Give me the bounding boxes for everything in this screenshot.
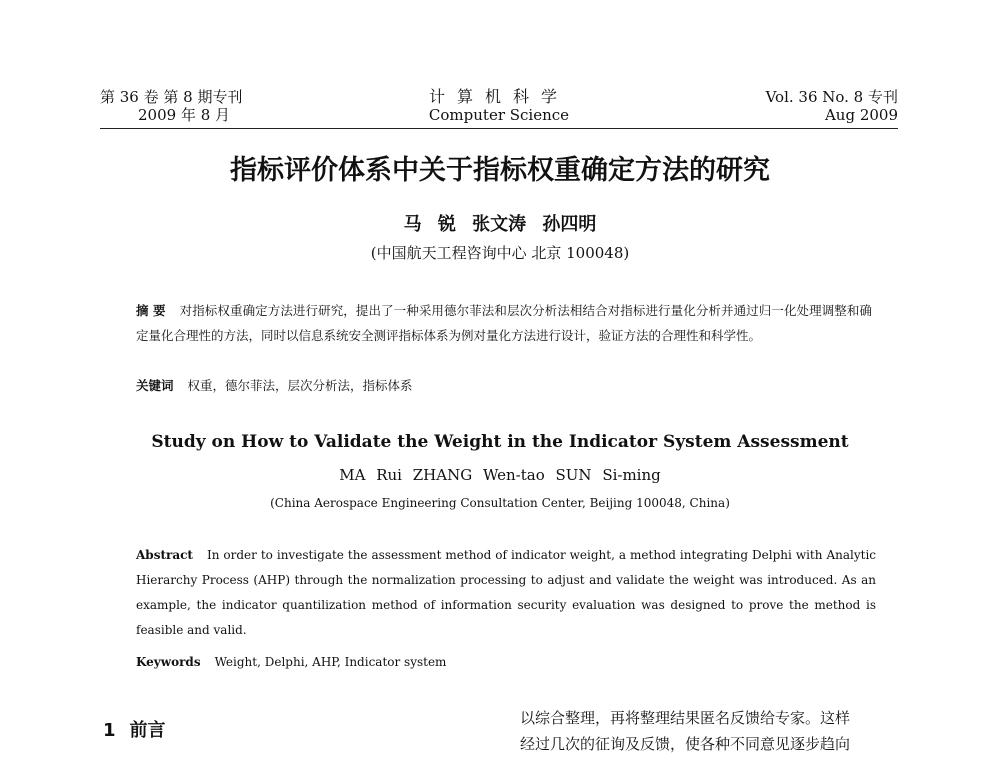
paper-title-cn: 指标评价体系中关于指标权重确定方法的研究 [230, 155, 770, 186]
keywords-en [136, 650, 876, 675]
authors-en: MA Rui ZHANG Wen-tao SUN Si-ming [339, 466, 661, 484]
abstract-cn [136, 298, 872, 348]
keywords-cn [136, 373, 872, 398]
abstract-cn-text: 对指标权重确定方法进行研究，提出了一种采用德尔菲法和层次分析法相结合对指标进行量化分析并通过归一化处理调整和确定量化合理性的方法，同时以信息系统安全测评指标体系为例对量化方法进行设计，验证方法的合理性和科学性。 [136, 303, 872, 343]
keywords-en-label: Keywords [136, 655, 201, 669]
section-title: 前言 [129, 720, 166, 741]
keywords-en-text: Weight, Delphi, AHP, Indicator system [214, 655, 447, 669]
header-date-en: Aug 2009 [824, 106, 898, 124]
affiliation-cn: (中国航天工程咨询中心 北京 100048) [370, 244, 630, 262]
header-volume-info-en [766, 88, 898, 124]
abstract-en-text: In order to investigate the assessment method of indicator weight, a method integrating Delphi with Analytic Hierarchy Process (AHP) through the normalization processing to adjust and validate the weight was introduced. As an example, the indicator quantilization method of information security evaluation was designed to prove the method is feasible and valid. [136, 548, 876, 637]
journal-name-en: Computer Science [428, 106, 570, 124]
paper-title-en: Study on How to Validate the Weight in the Indicator System Assessment [151, 432, 849, 452]
header-volume-issue: 第 36 卷 第 8 期专刊 [100, 88, 243, 106]
keywords-cn-label: 关键词 [136, 378, 174, 393]
section-heading [103, 716, 166, 742]
journal-name-cn: 计算机科学 [428, 87, 569, 106]
body-line: 经过几次的征询及反馈，使各种不同意见逐步趋向 [520, 735, 851, 753]
keywords-cn-text: 权重，德尔菲法，层次分析法，指标体系 [187, 378, 413, 393]
body-column-right [520, 705, 912, 757]
running-header [100, 88, 898, 129]
header-date-cn: 2009 年 8 月 [138, 106, 231, 124]
section-number: 1 [103, 720, 116, 741]
affiliation-en: (China Aerospace Engineering Consultation Center, Beijing 100048, China) [270, 496, 730, 510]
abstract-cn-label: 摘 要 [136, 303, 166, 318]
authors-cn: 马 锐 张文涛 孙四明 [403, 214, 597, 235]
body-line: 以综合整理，再将整理结果匿名反馈给专家。这样 [520, 709, 851, 727]
abstract-en [136, 543, 876, 643]
abstract-en-label: Abstract [136, 548, 193, 562]
header-volume-issue-en: Vol. 36 No. 8 专刊 [765, 88, 898, 106]
